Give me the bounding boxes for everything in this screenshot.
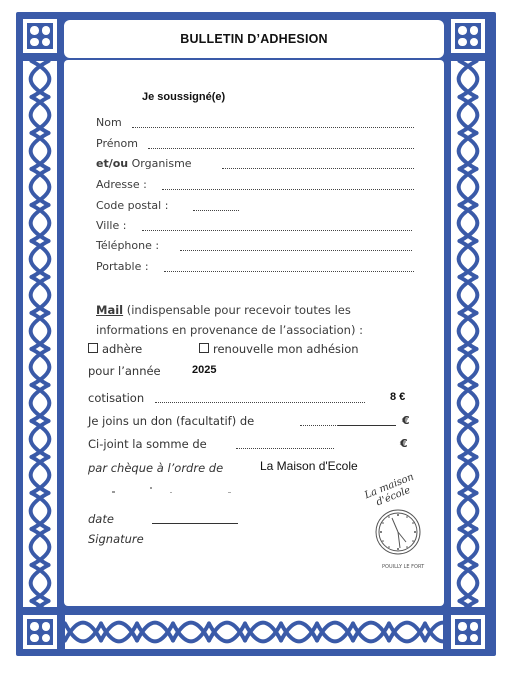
field-label-nom: Nom — [96, 116, 122, 129]
corner-ornament-bottom-right — [448, 612, 488, 652]
corner-ornament-top-left — [20, 16, 60, 56]
don-amount-line[interactable] — [338, 424, 396, 426]
somme-label: Ci-joint la somme de — [88, 437, 207, 451]
braid-border-right — [448, 58, 488, 610]
don-dots — [300, 424, 338, 426]
checkbox-adhere[interactable] — [88, 342, 142, 356]
braid-border-bottom — [62, 612, 446, 652]
field-line-ville[interactable] — [142, 229, 412, 231]
field-label-telephone: Téléphone : — [96, 239, 160, 252]
annee-value: 2025 — [192, 364, 217, 376]
field-label-adresse: Adresse : — [96, 178, 147, 191]
organisme-prefix: et/ou — [96, 157, 129, 170]
checkbox-icon[interactable] — [199, 343, 209, 353]
mail-label: Mail — [96, 303, 124, 317]
field-label-prenom: Prénom — [96, 137, 138, 150]
speck — [112, 491, 115, 493]
checkbox-renouvelle-label: renouvelle mon adhésion — [213, 342, 359, 356]
signature-label: Signature — [88, 532, 144, 546]
cheque-label: par chèque à l’ordre de — [88, 461, 224, 475]
braid-border-left — [20, 58, 60, 610]
mail-note-2: informations en provenance de l’association) : — [96, 323, 363, 337]
annee-label: pour l’année — [88, 364, 161, 378]
field-line-prenom[interactable] — [148, 147, 414, 149]
speck — [170, 492, 172, 493]
somme-currency: € — [400, 437, 408, 450]
checkbox-icon[interactable] — [88, 343, 98, 353]
field-label-portable: Portable : — [96, 260, 149, 273]
title-banner — [64, 20, 444, 58]
cotisation-line — [155, 401, 365, 403]
somme-line[interactable] — [236, 447, 334, 449]
field-line-organisme[interactable] — [222, 167, 414, 169]
form-title: BULLETIN D’ADHESION — [180, 32, 328, 46]
checkbox-renouvelle[interactable] — [199, 342, 359, 356]
mail-line-1 — [96, 303, 351, 317]
don-label: Je joins un don (facultatif) de — [88, 414, 255, 428]
date-line[interactable] — [152, 522, 238, 524]
intro-text: Je soussigné(e) — [142, 91, 226, 103]
speck — [228, 492, 231, 493]
checkbox-adhere-label: adhère — [102, 342, 143, 356]
corner-ornament-bottom-left — [20, 612, 60, 652]
organisme-text: Organisme — [128, 157, 192, 170]
field-line-nom[interactable] — [132, 126, 414, 128]
speck — [150, 487, 152, 489]
stamp-text: La maison d'école — [363, 471, 416, 509]
don-currency: € — [402, 414, 410, 427]
field-label-organisme — [96, 157, 192, 170]
field-line-adresse[interactable] — [162, 188, 414, 190]
field-label-code-postal: Code postal : — [96, 199, 169, 212]
field-label-ville: Ville : — [96, 219, 127, 232]
cheque-value: La Maison d'Ecole — [260, 459, 358, 473]
mail-note-1: (indispensable pour recevoir toutes les — [123, 303, 351, 317]
corner-ornament-top-right — [448, 16, 488, 56]
cotisation-label: cotisation — [88, 391, 145, 405]
date-label: date — [88, 512, 114, 526]
field-line-telephone[interactable] — [180, 249, 412, 251]
cotisation-value: 8 € — [390, 391, 406, 403]
stamp-subtext: POUILLY LE FORT — [382, 564, 425, 570]
field-line-portable[interactable] — [164, 270, 414, 272]
field-line-code-postal[interactable] — [193, 209, 239, 211]
